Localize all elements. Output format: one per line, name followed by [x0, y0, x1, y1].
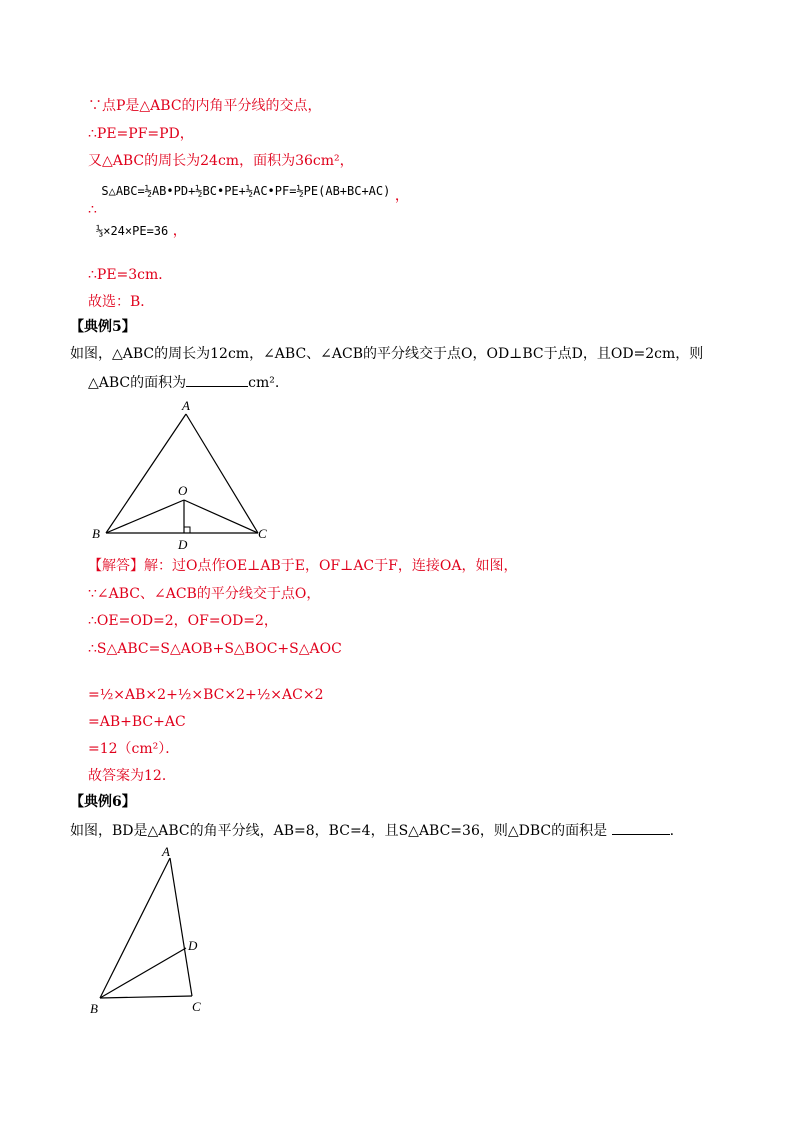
- formula-comma: ，: [394, 188, 409, 204]
- example6-question-post: .: [669, 823, 675, 839]
- example6-question-pre: 如图，BD是△ABC的角平分线，AB=8，BC=4，且S△ABC=36，则△DBC的面积是: [70, 823, 608, 839]
- prev-solution-line-3: 又△ABC的周长为24cm，面积为36cm²，: [88, 153, 354, 169]
- label-d: D: [188, 938, 198, 953]
- prev-solution-line-5: [96, 222, 187, 240]
- example6-figure: [86, 840, 226, 1020]
- segment-ac: [186, 414, 258, 533]
- segment-bc: [100, 996, 192, 998]
- example5-answer-blank: [186, 372, 248, 387]
- example6-heading: 【典例6】: [70, 794, 136, 810]
- equation-comma: ，: [172, 223, 187, 239]
- example6-question: [70, 820, 674, 840]
- example5-solution-line-5: =½×AB×2+½×BC×2+½×AC×2: [88, 687, 324, 703]
- prev-solution-line-7: 故选：B．: [88, 294, 155, 310]
- segment-ac: [170, 858, 192, 996]
- example5-question-line-2: [88, 372, 279, 392]
- prev-solution-line-2: ∴PE=PF=PD，: [88, 126, 194, 142]
- label-c: C: [192, 999, 201, 1014]
- segment-ab: [106, 414, 186, 533]
- label-a: A: [162, 844, 170, 859]
- example5-solution-line-2: ∵∠ABC、∠ACB的平分线交于点O，: [88, 586, 321, 602]
- example5-question-pre: △ABC的面积为: [88, 375, 187, 391]
- example5-solution-line-3: ∴OE=OD=2，OF=OD=2，: [88, 613, 278, 629]
- prev-solution-line-1: ∵点P是△ABC的内角平分线的交点，: [88, 98, 322, 114]
- example5-question-line-1: 如图，△ABC的周长为12cm，∠ABC、∠ACB的平分线交于点O，OD⊥BC于点D，且OD=2cm，则: [70, 346, 704, 362]
- prev-solution-line-6: ∴PE=3cm．: [88, 267, 173, 283]
- label-b: B: [90, 1001, 98, 1016]
- example6-answer-blank: [612, 820, 670, 835]
- example5-figure: [86, 395, 286, 555]
- right-angle-mark: [184, 527, 190, 533]
- area-formula: S△ABC=½AB•PD+½BC•PE+½AC•PF=½PE(AB+BC+AC): [101, 184, 391, 198]
- label-c: C: [258, 526, 267, 541]
- example5-question-post: cm².: [248, 375, 280, 391]
- label-a: A: [182, 398, 190, 413]
- pe-equation: ⅓×24×PE=36: [96, 224, 169, 238]
- label-b: B: [92, 526, 100, 541]
- example5-solution-line-1: 【解答】解：过O点作OE⊥AB于E，OF⊥AC于F，连接OA，如图，: [88, 558, 518, 574]
- label-d: D: [178, 537, 188, 552]
- label-o: O: [178, 483, 188, 498]
- example5-solution-line-7: =12（cm²）．: [88, 741, 180, 757]
- example5-heading: 【典例5】: [70, 319, 136, 335]
- prev-solution-line-4: [88, 182, 409, 216]
- example5-solution-line-8: 故答案为12．: [88, 768, 176, 784]
- example5-solution-line-6: =AB+BC+AC: [88, 714, 186, 730]
- therefore-symbol: ∴: [88, 202, 97, 218]
- segment-co: [184, 500, 258, 533]
- example5-solution-line-4: ∴S△ABC=S△AOB+S△BOC+S△AOC: [88, 641, 342, 657]
